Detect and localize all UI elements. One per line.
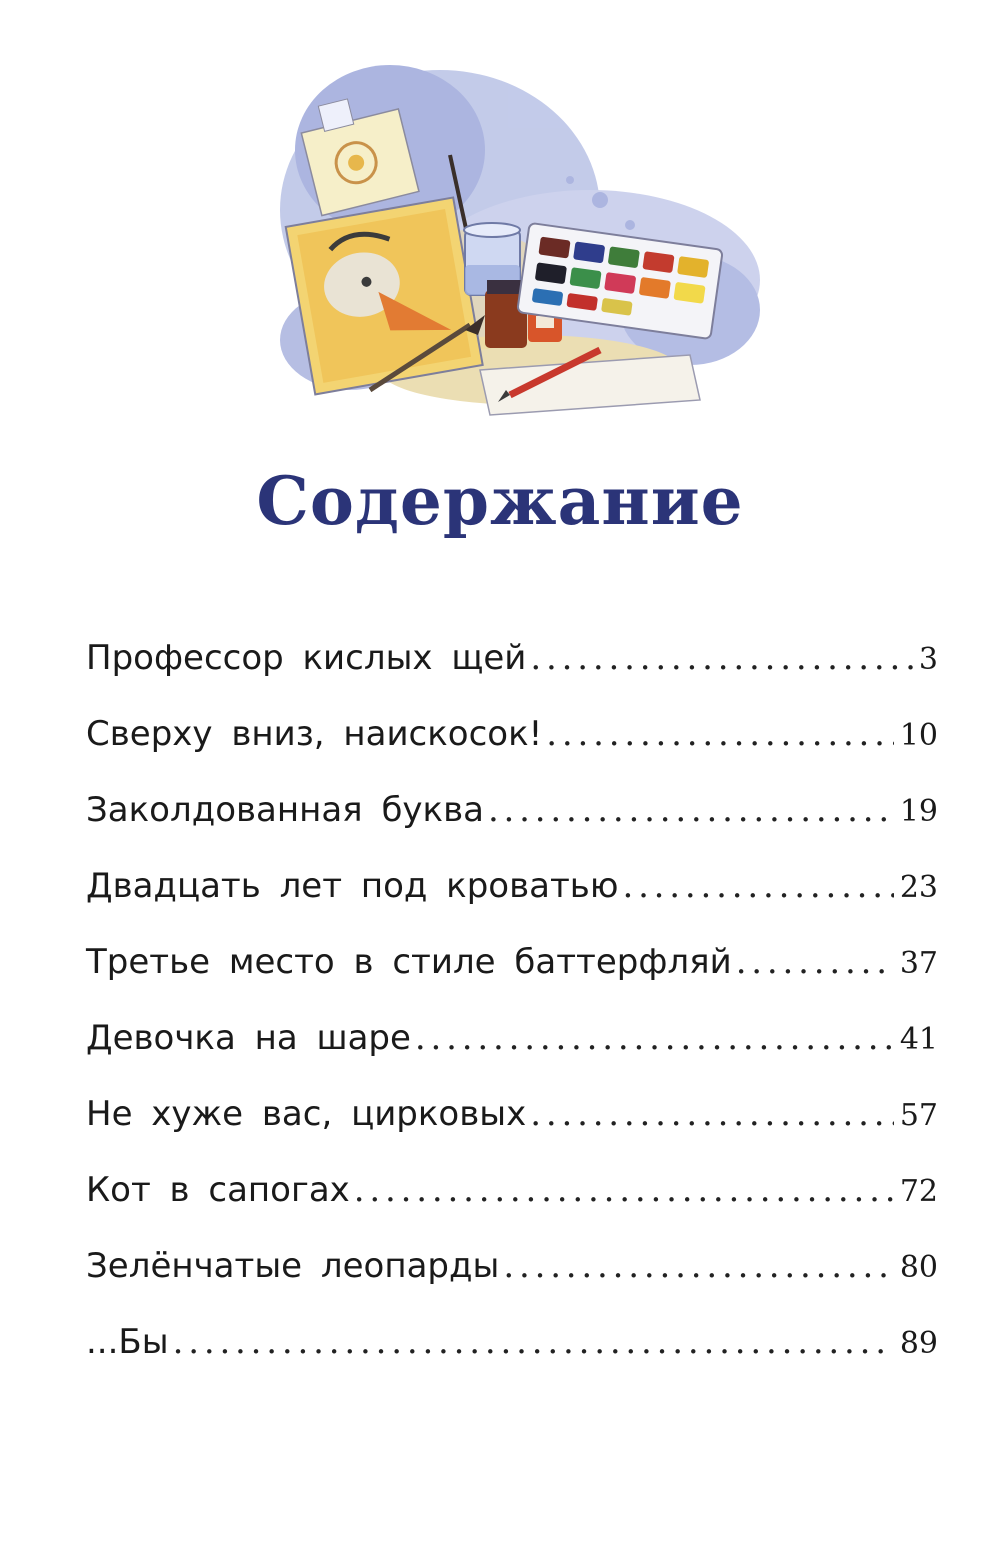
toc-entry xyxy=(86,866,938,942)
toc-entry xyxy=(86,942,938,1018)
toc-entry-title: Кот в сапогах xyxy=(86,1170,350,1210)
toc-entry-page: 89 xyxy=(899,1326,938,1361)
toc-entry-page: 37 xyxy=(899,946,938,981)
toc-entry xyxy=(86,1322,938,1398)
dot-leader xyxy=(354,1170,894,1210)
toc-entry xyxy=(86,1018,938,1094)
toc-entry-title: Двадцать лет под кроватью xyxy=(86,866,619,906)
toc-entry-page: 23 xyxy=(899,870,938,905)
toc-entry-page: 3 xyxy=(918,642,938,677)
toc-entry-title: Девочка на шаре xyxy=(86,1018,411,1058)
toc-entry xyxy=(86,1094,938,1170)
dot-leader xyxy=(530,1094,894,1134)
toc-entry xyxy=(86,714,938,790)
toc-entry-page: 10 xyxy=(899,718,938,753)
dot-leader xyxy=(488,790,894,830)
toc-entry xyxy=(86,638,938,714)
toc-entry-page: 19 xyxy=(899,794,938,829)
dot-leader xyxy=(415,1018,894,1058)
toc-entry-title: Зелёнчатые леопарды xyxy=(86,1246,500,1286)
table-of-contents xyxy=(86,638,938,1398)
toc-entry-page: 80 xyxy=(899,1250,938,1285)
toc-entry xyxy=(86,790,938,866)
dot-leader xyxy=(736,942,894,982)
toc-entry-title: ...Бы xyxy=(86,1322,169,1362)
toc-entry-page: 72 xyxy=(899,1174,938,1209)
page-title: Содержание xyxy=(256,462,744,540)
toc-entry-title: Профессор кислых щей xyxy=(86,638,527,678)
dot-leader xyxy=(622,866,893,906)
toc-entry-title: Заколдованная буква xyxy=(86,790,484,830)
toc-entry xyxy=(86,1170,938,1246)
toc-entry-title: Сверху вниз, наискосок! xyxy=(86,714,543,754)
toc-entry-title: Третье место в стиле баттерфляй xyxy=(86,942,732,982)
painting-canvas xyxy=(286,197,483,394)
toc-entry-title: Не хуже вас, цирковых xyxy=(86,1094,527,1134)
dot-leader xyxy=(546,714,894,754)
dot-leader xyxy=(530,638,913,678)
toc-entry-page: 57 xyxy=(899,1098,938,1133)
dot-leader xyxy=(173,1322,894,1362)
painting-supplies-illustration xyxy=(270,40,770,425)
dot-leader xyxy=(503,1246,893,1286)
toc-entry-page: 41 xyxy=(899,1022,938,1057)
toc-entry xyxy=(86,1246,938,1322)
